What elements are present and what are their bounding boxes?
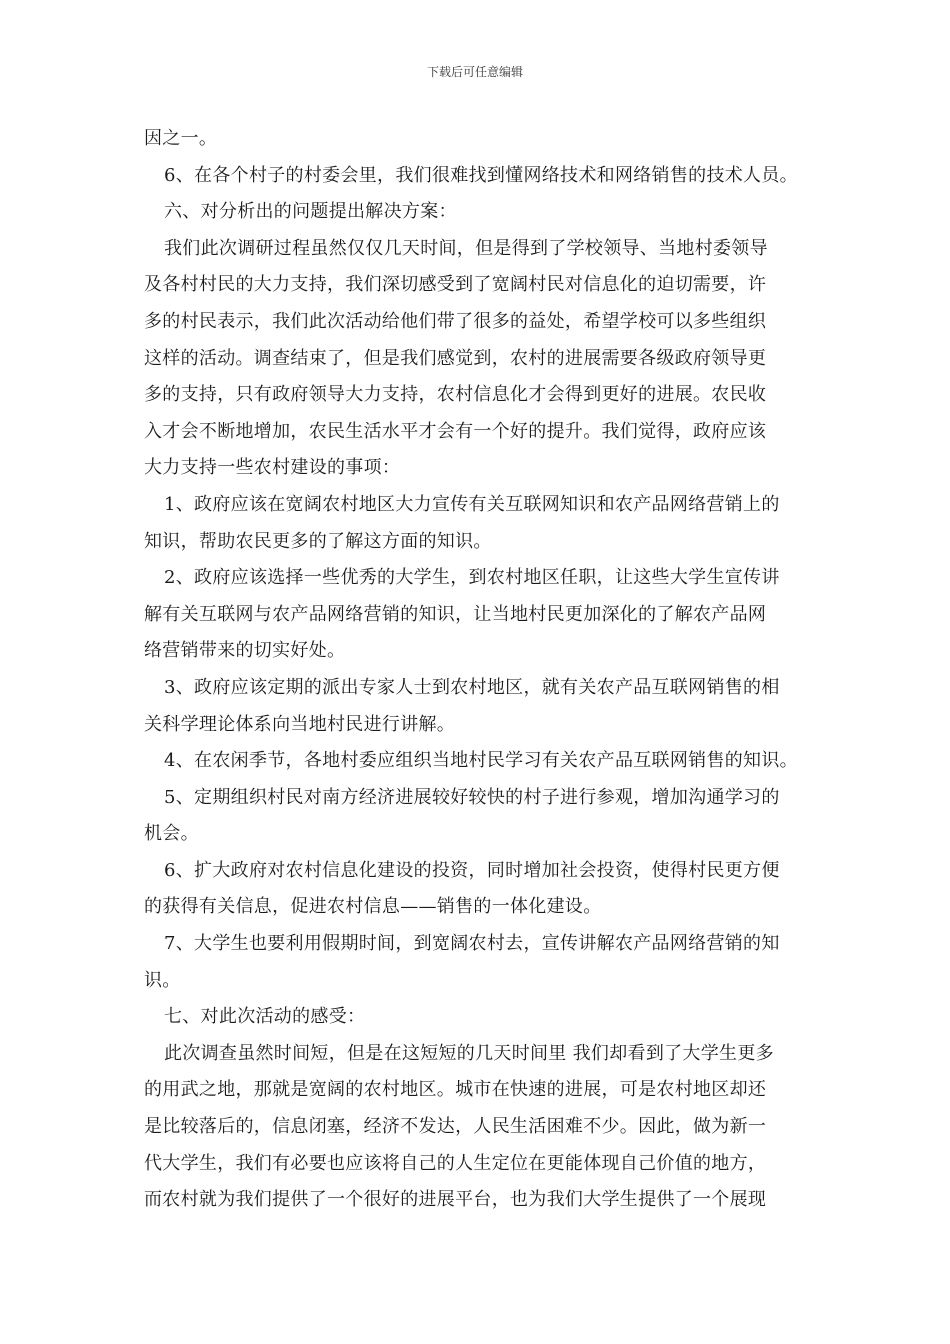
text-line: 关科学理论体系向当地村民进行讲解。 bbox=[144, 713, 456, 735]
text-line: 我们此次调研过程虽然仅仅几天时间，但是得到了学校领导、当地村委领导 bbox=[164, 237, 768, 259]
text-line: 多的村民表示，我们此次活动给他们带了很多的益处，希望学校可以多些组织 bbox=[144, 310, 767, 332]
text-line: 的用武之地，那就是宽阔的农村地区。城市在快速的进展，可是农村地区却还 bbox=[144, 1079, 767, 1101]
text-line: 络营销带来的切实好处。 bbox=[144, 640, 346, 662]
text-line: 6、在各个村子的村委会里，我们很难找到懂网络技术和网络销售的技术人员。 bbox=[164, 164, 798, 186]
text-line: 的获得有关信息，促进农村信息——销售的一体化建设。 bbox=[144, 896, 602, 918]
page-header: 下载后可任意编辑 bbox=[426, 65, 523, 79]
text-line: 7、大学生也要利用假期时间，到宽阔农村去，宣传讲解农产品网络营销的知 bbox=[164, 933, 780, 955]
text-line: 5、定期组织村民对南方经济进展较好较快的村子进行参观，增加沟通学习的 bbox=[164, 786, 780, 808]
text-line: 3、政府应该定期的派出专家人士到农村地区，就有关农产品互联网销售的相 bbox=[164, 676, 780, 698]
text-line: 多的支持，只有政府领导大力支持，农村信息化才会得到更好的进展。农民收 bbox=[144, 384, 767, 406]
text-line: 解有关互联网与农产品网络营销的知识，让当地村民更加深化的了解农产品网 bbox=[144, 603, 767, 625]
text-line: 知识，帮助农民更多的了解这方面的知识。 bbox=[144, 530, 492, 552]
text-line: 机会。 bbox=[144, 823, 199, 845]
text-line: 入才会不断地增加，农民生活水平才会有一个好的提升。我们觉得，政府应该 bbox=[144, 420, 767, 442]
text-line: 4、在农闲季节，各地村委应组织当地村民学习有关农产品互联网销售的知识。 bbox=[164, 750, 798, 772]
text-line: 及各村村民的大力支持，我们深切感受到了宽阔村民对信息化的迫切需要，许 bbox=[144, 274, 767, 296]
text-line: 代大学生，我们有必要也应该将自己的人生定位在更能体现自己价值的地方， bbox=[144, 1152, 767, 1174]
text-line: 6、扩大政府对农村信息化建设的投资，同时增加社会投资，使得村民更方便 bbox=[164, 859, 780, 881]
text-line: 是比较落后的，信息闭塞，经济不发达，人民生活困难不少。因此，做为新一 bbox=[144, 1116, 767, 1138]
text-line: 2、政府应该选择一些优秀的大学生，到农村地区任职，让这些大学生宣传讲 bbox=[164, 567, 780, 589]
text-line: 六、对分析出的问题提出解决方案： bbox=[164, 201, 457, 223]
text-line: 而农村就为我们提供了一个很好的进展平台，也为我们大学生提供了一个展现 bbox=[144, 1189, 767, 1211]
text-line: 因之一。 bbox=[144, 128, 218, 149]
text-line: 此次调查虽然时间短，但是在这短短的几天时间里 我们却看到了大学生更多 bbox=[164, 1042, 774, 1064]
text-line: 七、对此次活动的感受： bbox=[164, 1006, 366, 1028]
document-body bbox=[144, 121, 816, 1219]
text-line: 1、政府应该在宽阔农村地区大力宣传有关互联网知识和农产品网络营销上的 bbox=[164, 493, 780, 515]
text-line: 识。 bbox=[144, 969, 181, 991]
text-line: 这样的活动。调查结束了，但是我们感觉到，农村的进展需要各级政府领导更 bbox=[144, 347, 767, 369]
text-line: 大力支持一些农村建设的事项： bbox=[144, 457, 401, 479]
